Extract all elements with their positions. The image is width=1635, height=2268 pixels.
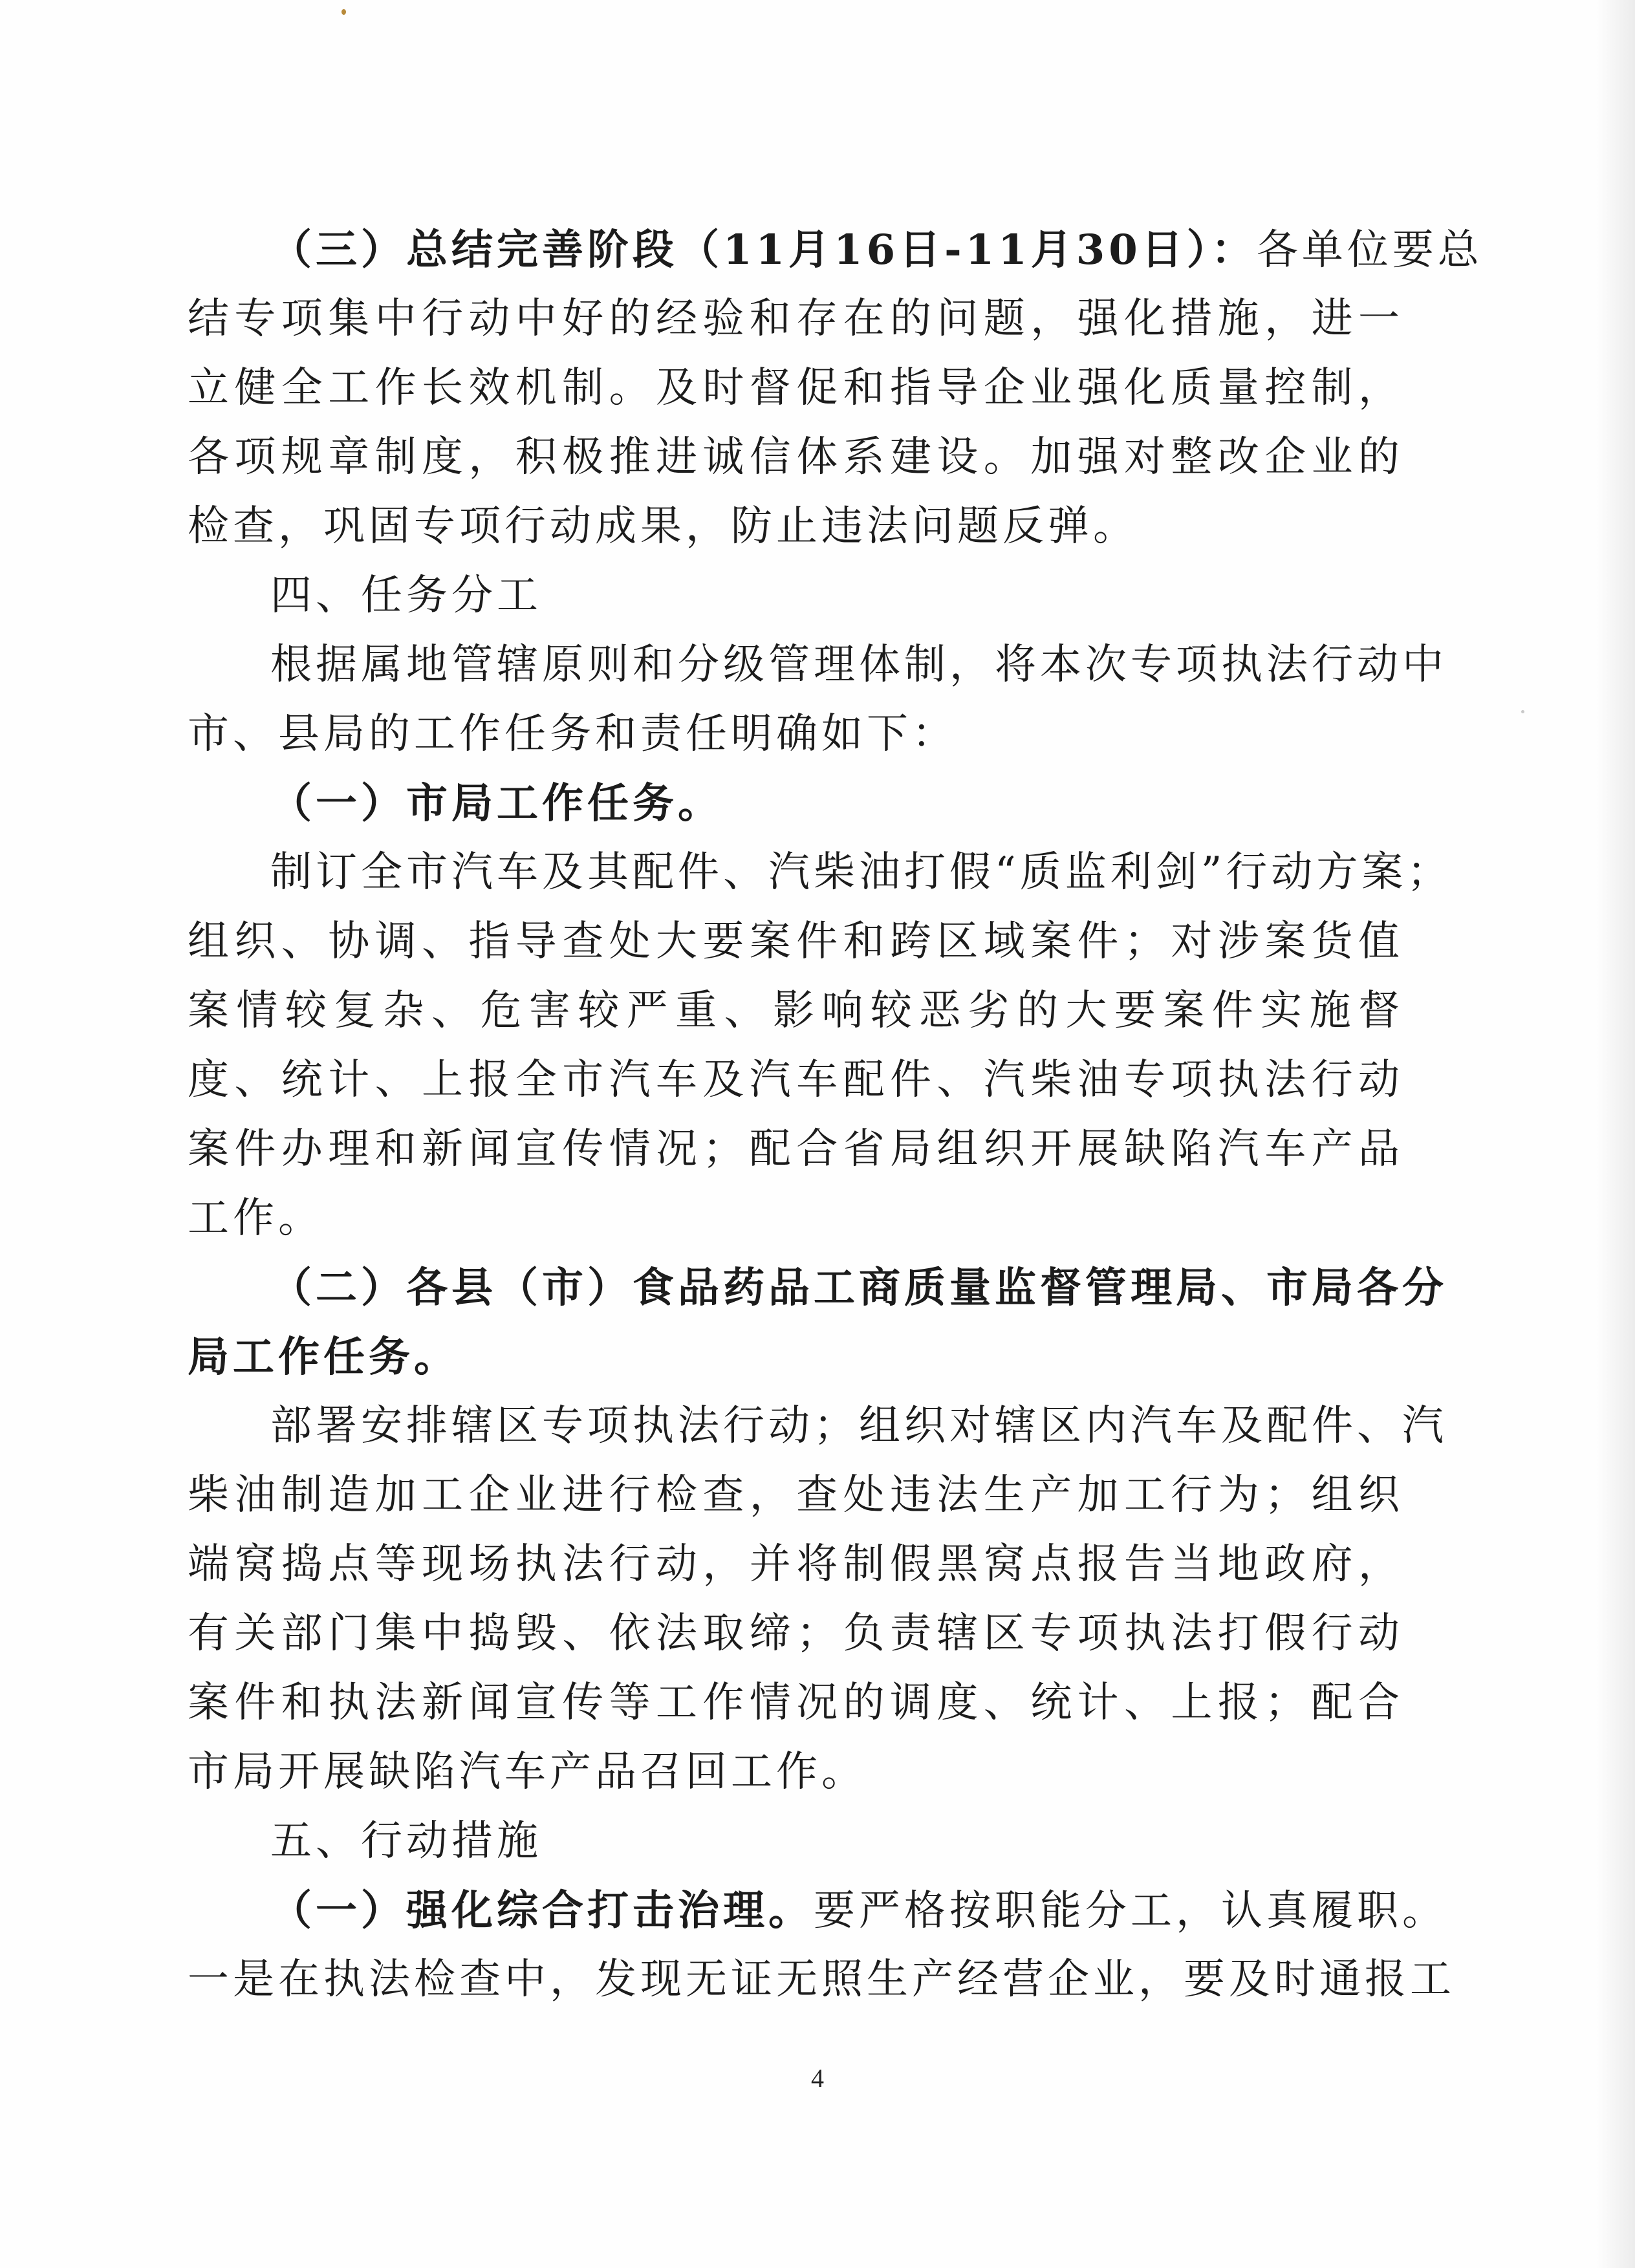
line-text: 一是在执法检查中，发现无证无照生产经营企业，要及时通报工 (188, 1956, 1455, 2003)
paragraph (188, 838, 1453, 1253)
line-text: 案件办理和新闻宣传情况；配合省局组织开展缺陷汽车产品 (188, 1125, 1403, 1173)
text-line (188, 1253, 1447, 1323)
text-line (188, 423, 1403, 492)
paragraph (188, 1876, 1455, 2014)
paragraph (188, 631, 1447, 769)
text-line (188, 1046, 1403, 1115)
text-line (188, 354, 1403, 423)
line-text: 柴油制造加工企业进行检查，查处违法生产加工行为；组织 (188, 1471, 1403, 1519)
line-text: 市、县局的工作任务和责任明确如下： (188, 710, 957, 758)
text-line (188, 977, 1403, 1046)
scan-speck (341, 9, 346, 15)
line-text: 度、统计、上报全市汽车及汽车配件、汽柴油专项执法行动 (188, 1056, 1403, 1104)
text-line (188, 1945, 1455, 2014)
text-line (188, 1807, 1403, 1876)
line-text: 立健全工作长效机制。及时督促和指导企业强化质量控制， (188, 364, 1403, 412)
line-text: 检查，巩固专项行动成果，防止违法问题反弹。 (188, 502, 1138, 550)
text-line (188, 492, 1403, 561)
line-text: 案情较复杂、危害较严重、影响较恶劣的大要案件实施督 (188, 987, 1403, 1035)
subsection-heading (188, 769, 1403, 838)
line-text: 根据属地管辖原则和分级管理体制，将本次专项执法行动中 (270, 641, 1447, 689)
text-line (188, 1599, 1403, 1669)
line-text: 工作。 (188, 1194, 323, 1242)
line-text: 案件和执法新闻宣传等工作情况的调度、统计、上报；配合 (188, 1679, 1403, 1727)
line-text: 有关部门集中捣毁、依法取缔；负责辖区专项执法打假行动 (188, 1610, 1403, 1658)
scan-speck (1521, 710, 1524, 713)
section-heading (188, 1807, 1403, 1876)
text-line (188, 769, 1403, 838)
text-line (188, 631, 1447, 700)
line-text: （一）市局工作任务。 (270, 779, 723, 828)
text-line (188, 1461, 1403, 1530)
text-line (188, 285, 1403, 354)
text-line (188, 561, 1403, 631)
text-line (188, 838, 1453, 907)
document-body (188, 215, 1483, 2014)
paragraph (188, 1392, 1447, 1807)
text-line (188, 1115, 1403, 1184)
scan-edge-shadow (1596, 0, 1635, 2268)
text-line (188, 907, 1403, 977)
line-text: 各单位要总 (1256, 226, 1483, 274)
line-text: 端窝捣点等现场执法行动，并将制假黑窝点报告当地政府， (188, 1540, 1403, 1588)
text-line (188, 1323, 1403, 1392)
page-number: 4 (811, 2064, 824, 2093)
line-text: 结专项集中行动中好的经验和存在的问题，强化措施，进一 (188, 295, 1403, 343)
text-line (188, 1669, 1403, 1738)
line-text: 局工作任务。 (188, 1333, 459, 1381)
line-text: 市局开展缺陷汽车产品召回工作。 (188, 1748, 867, 1796)
line-text: （二）各县（市）食品药品工商质量监督管理局、市局各分 (270, 1264, 1447, 1312)
bold-lead-text: （三）总结完善阶段（11月16日-11月30日）： (270, 226, 1257, 274)
text-line (188, 215, 1483, 285)
text-line (188, 1392, 1447, 1461)
line-text: 各项规章制度，积极推进诚信体系建设。加强对整改企业的 (188, 433, 1403, 481)
line-text: 制订全市汽车及其配件、汽柴油打假“质监利剑”行动方案； (270, 848, 1453, 896)
text-line (188, 700, 1403, 769)
paragraph (188, 215, 1483, 561)
text-line (188, 1184, 1403, 1253)
line-text: 部署安排辖区专项执法行动；组织对辖区内汽车及配件、汽 (270, 1402, 1447, 1450)
text-line (188, 1876, 1447, 1945)
text-line (188, 1738, 1403, 1807)
section-heading (188, 561, 1403, 631)
subsection-heading (188, 1253, 1447, 1392)
text-line (188, 1530, 1403, 1599)
bold-lead-text: （一）强化综合打击治理。 (270, 1886, 814, 1935)
line-text: 组织、协调、指导查处大要案件和跨区域案件；对涉案货值 (188, 918, 1403, 966)
line-text: 要严格按职能分工，认真履职。 (814, 1887, 1447, 1935)
line-text: 四、任务分工 (270, 572, 542, 620)
line-text: 五、行动措施 (270, 1817, 542, 1865)
